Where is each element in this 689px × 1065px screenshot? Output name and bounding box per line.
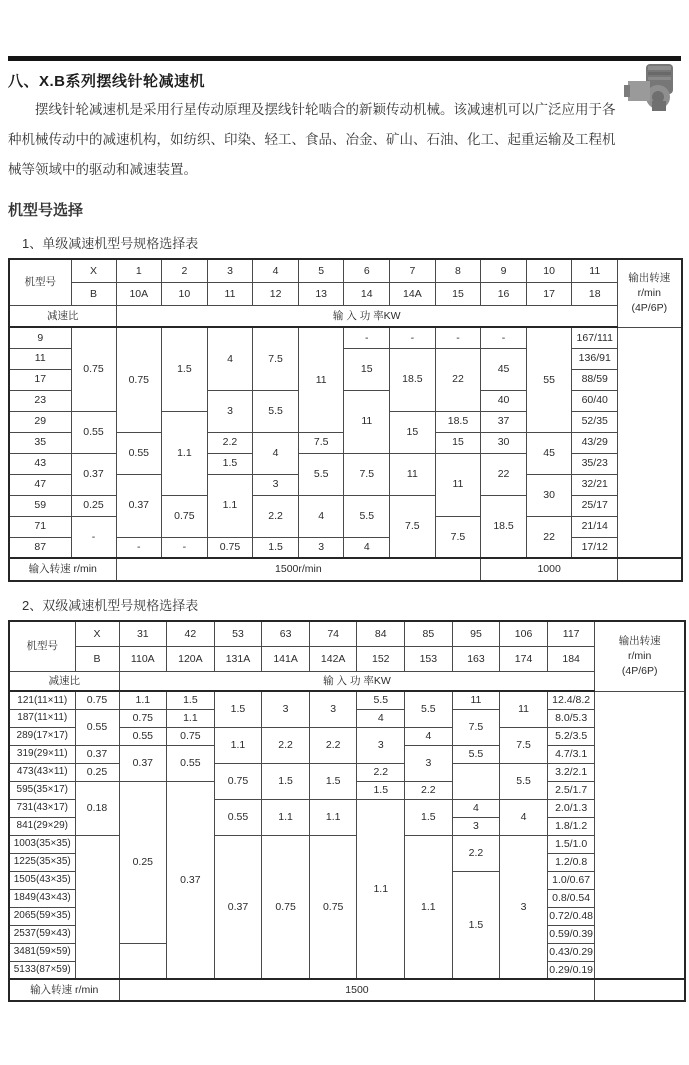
frame-x-value: 42 — [167, 621, 215, 647]
power-cell: 5.5 — [357, 691, 405, 709]
ratio-cell: 87 — [9, 537, 71, 558]
ratio-cell: 319(29×11) — [9, 745, 75, 763]
ratio-cell: 1849(43×43) — [9, 889, 75, 907]
output-speed-cell: 43/29 — [572, 432, 618, 453]
power-cell: 0.37 — [116, 474, 162, 537]
input-speed-label: 输入转速 r/min — [9, 558, 116, 581]
power-cell: 18.5 — [435, 411, 481, 432]
power-cell: 1.5 — [309, 763, 357, 799]
reducer-photo-image — [616, 61, 680, 113]
power-cell: 4 — [500, 799, 548, 835]
power-cell: 45 — [481, 348, 527, 390]
ratio-cell: 187(11×11) — [9, 709, 75, 727]
output-speed-cell: 12.4/8.2 — [547, 691, 595, 709]
output-speed-cell: 52/35 — [572, 411, 618, 432]
frame-x-value: 10 — [526, 259, 572, 283]
power-cell: 4 — [405, 727, 453, 745]
output-speed-cell: 60/40 — [572, 390, 618, 411]
power-cell: 4 — [344, 537, 390, 558]
ratio-cell: 43 — [9, 453, 71, 474]
output-speed-cell: 32/21 — [572, 474, 618, 495]
power-cell: 5.5 — [500, 763, 548, 799]
input-power-header: 输 入 功 率KW — [116, 306, 618, 328]
power-cell: 15 — [435, 432, 481, 453]
frame-x-value: 3 — [207, 259, 253, 283]
power-cell: 3 — [253, 474, 299, 495]
power-cell: 7.5 — [298, 432, 344, 453]
frame-x-value: 4 — [253, 259, 299, 283]
power-cell — [119, 943, 167, 979]
power-cell: 3 — [298, 537, 344, 558]
power-cell: 1.5 — [214, 691, 262, 727]
power-cell: 3 — [357, 727, 405, 763]
power-cell: 0.37 — [75, 745, 119, 763]
power-cell: 7.5 — [390, 495, 436, 558]
power-cell: 22 — [526, 516, 572, 558]
power-cell: - — [162, 537, 208, 558]
power-cell: - — [435, 327, 481, 348]
frame-b-value: 12 — [253, 283, 299, 306]
frame-x-value: 95 — [452, 621, 500, 647]
power-cell: 0.75 — [116, 327, 162, 432]
power-cell — [75, 835, 119, 979]
power-cell: 11 — [435, 453, 481, 516]
power-cell: 55 — [526, 327, 572, 432]
output-speed-cell: 25/17 — [572, 495, 618, 516]
output-speed-cell: 21/14 — [572, 516, 618, 537]
frame-b-value: 14 — [344, 283, 390, 306]
power-cell: 0.75 — [262, 835, 310, 979]
power-cell: 1.1 — [119, 691, 167, 709]
reducer-photo — [616, 61, 680, 113]
power-cell: 2.2 — [253, 495, 299, 537]
power-cell: 15 — [344, 348, 390, 390]
power-cell: 7.5 — [435, 516, 481, 558]
power-cell: 3 — [452, 817, 500, 835]
power-cell: 5.5 — [344, 495, 390, 537]
ratio-cell: 9 — [9, 327, 71, 348]
power-cell: 1.1 — [405, 835, 453, 979]
power-cell: 1.1 — [309, 799, 357, 835]
input-speed-value — [595, 979, 685, 1001]
output-speed-header: 输出转速 r/min (4P/6P) — [618, 259, 682, 327]
power-cell: 0.75 — [75, 691, 119, 709]
power-cell: 1.5 — [405, 799, 453, 835]
output-speed-cell: 3.2/2.1 — [547, 763, 595, 781]
power-cell: 5.5 — [452, 745, 500, 763]
frame-x-value: 63 — [262, 621, 310, 647]
ratio-cell: 289(17×17) — [9, 727, 75, 745]
ratio-cell: 5133(87×59) — [9, 961, 75, 979]
intro-line-2: 种机械传动中的减速机构，如纺织、印染、轻工、食品、冶金、矿山、石油、化工、起重运输及工程机 — [8, 132, 616, 147]
frame-b-value: 18 — [572, 283, 618, 306]
power-cell: 2.2 — [309, 727, 357, 763]
ratio-header: 减速比 — [9, 672, 119, 692]
frame-b-value: 10 — [162, 283, 208, 306]
model-no-header: 机型号 — [9, 259, 71, 306]
power-cell: 0.55 — [119, 727, 167, 745]
ratio-cell: 47 — [9, 474, 71, 495]
output-speed-cell: 17/12 — [572, 537, 618, 558]
power-cell: - — [116, 537, 162, 558]
power-cell: 1.5 — [357, 781, 405, 799]
b-row-label: B — [75, 647, 119, 672]
power-cell: 3 — [309, 691, 357, 727]
power-cell: 0.55 — [214, 799, 262, 835]
power-cell: 45 — [526, 432, 572, 474]
frame-x-value: 9 — [481, 259, 527, 283]
output-speed-cell: 0.8/0.54 — [547, 889, 595, 907]
frame-b-value: 184 — [547, 647, 595, 672]
frame-b-value: 13 — [298, 283, 344, 306]
frame-b-value: 15 — [435, 283, 481, 306]
b-row-label: B — [71, 283, 116, 306]
power-cell: 0.37 — [167, 781, 215, 979]
output-speed-cell: 0.29/0.19 — [547, 961, 595, 979]
ratio-cell: 841(29×29) — [9, 817, 75, 835]
output-speed-cell: 0.43/0.29 — [547, 943, 595, 961]
power-cell: 2.2 — [262, 727, 310, 763]
output-speed-cell: 1.2/0.8 — [547, 853, 595, 871]
power-cell: 11 — [298, 327, 344, 432]
power-cell: 0.55 — [167, 745, 215, 781]
power-cell: 4 — [207, 327, 253, 390]
ratio-cell: 2537(59×43) — [9, 925, 75, 943]
ratio-cell: 1225(35×35) — [9, 853, 75, 871]
ratio-cell: 23 — [9, 390, 71, 411]
ratio-cell: 2065(59×35) — [9, 907, 75, 925]
ratio-cell: 595(35×17) — [9, 781, 75, 799]
output-speed-cell: 2.0/1.3 — [547, 799, 595, 817]
power-cell: 0.75 — [167, 727, 215, 745]
power-cell: 40 — [481, 390, 527, 411]
input-speed-label: 输入转速 r/min — [9, 979, 119, 1001]
power-cell: 0.75 — [214, 763, 262, 799]
intro-paragraph — [8, 95, 681, 185]
power-cell: 30 — [481, 432, 527, 453]
power-cell: 1.1 — [207, 474, 253, 537]
ratio-cell: 11 — [9, 348, 71, 369]
power-cell: 1.5 — [207, 453, 253, 474]
output-speed-cell: 35/23 — [572, 453, 618, 474]
ratio-cell: 121(11×11) — [9, 691, 75, 709]
frame-x-value: 6 — [344, 259, 390, 283]
frame-x-value: 5 — [298, 259, 344, 283]
power-cell: 1.5 — [167, 691, 215, 709]
frame-b-value: 131A — [214, 647, 262, 672]
power-cell: 7.5 — [452, 709, 500, 745]
frame-b-value: 120A — [167, 647, 215, 672]
frame-x-value: 53 — [214, 621, 262, 647]
output-speed-header: 输出转速 r/min (4P/6P) — [595, 621, 685, 691]
power-cell: 0.37 — [214, 835, 262, 979]
power-cell: 2.2 — [452, 835, 500, 871]
frame-x-value: 8 — [435, 259, 481, 283]
power-cell: 0.75 — [309, 835, 357, 979]
power-cell: 0.37 — [119, 745, 167, 781]
output-speed-cell: 1.8/1.2 — [547, 817, 595, 835]
power-cell: 2.2 — [405, 781, 453, 799]
input-speed-value: 1000 — [481, 558, 618, 581]
ratio-cell: 29 — [9, 411, 71, 432]
output-speed-cell: 88/59 — [572, 369, 618, 390]
ratio-header: 减速比 — [9, 306, 116, 328]
ratio-cell: 17 — [9, 369, 71, 390]
output-speed-cell: 136/91 — [572, 348, 618, 369]
power-cell: 4 — [357, 709, 405, 727]
power-cell: 0.55 — [116, 432, 162, 474]
power-cell: 1.1 — [357, 799, 405, 979]
power-cell: 2.2 — [357, 763, 405, 781]
x-row-label: X — [71, 259, 116, 283]
single-stage-selection-table — [8, 258, 683, 582]
power-cell: 4 — [253, 432, 299, 474]
model-no-header: 机型号 — [9, 621, 75, 672]
power-cell: 0.25 — [71, 495, 116, 516]
power-cell: 4 — [452, 799, 500, 817]
ratio-cell: 71 — [9, 516, 71, 537]
power-cell: 7.5 — [344, 453, 390, 495]
frame-b-value: 163 — [452, 647, 500, 672]
frame-b-value: 16 — [481, 283, 527, 306]
power-cell: 11 — [452, 691, 500, 709]
section-divider-bar — [8, 56, 681, 61]
power-cell: 1.1 — [167, 709, 215, 727]
power-cell: 18.5 — [390, 348, 436, 411]
power-cell: 4 — [298, 495, 344, 537]
frame-x-value: 31 — [119, 621, 167, 647]
frame-b-value: 11 — [207, 283, 253, 306]
power-cell: 1.5 — [262, 763, 310, 799]
power-cell: 22 — [435, 348, 481, 411]
power-cell: 3 — [207, 390, 253, 432]
power-cell: 18.5 — [481, 495, 527, 558]
power-cell: 3 — [262, 691, 310, 727]
power-cell: 1.5 — [253, 537, 299, 558]
frame-b-value: 174 — [500, 647, 548, 672]
power-cell: 2.2 — [207, 432, 253, 453]
power-cell: 5.5 — [298, 453, 344, 495]
ratio-cell: 59 — [9, 495, 71, 516]
output-speed-cell: 167/111 — [572, 327, 618, 348]
output-speed-cell: 1.0/0.67 — [547, 871, 595, 889]
power-cell: 0.25 — [119, 781, 167, 943]
ratio-cell: 1505(43×35) — [9, 871, 75, 889]
frame-x-value: 85 — [405, 621, 453, 647]
page-title: 八、X.B系列摆线针轮减速机 — [8, 73, 206, 90]
power-cell: - — [481, 327, 527, 348]
output-speed-cell: 2.5/1.7 — [547, 781, 595, 799]
power-cell: 1.1 — [214, 727, 262, 763]
frame-x-value: 106 — [500, 621, 548, 647]
power-cell: - — [71, 516, 116, 558]
table2-caption: 2、双级减速机型号规格选择表 — [22, 598, 199, 613]
ratio-cell: 1003(35×35) — [9, 835, 75, 853]
frame-b-value: 110A — [119, 647, 167, 672]
output-speed-cell: 8.0/5.3 — [547, 709, 595, 727]
frame-x-value: 117 — [547, 621, 595, 647]
frame-x-value: 2 — [162, 259, 208, 283]
intro-line-1: 摆线针轮减速机是采用行星传动原理及摆线针轮啮合的新颖传动机械。该减速机可以广泛应用于各 — [35, 102, 616, 117]
power-cell: 11 — [390, 453, 436, 495]
power-cell: 37 — [481, 411, 527, 432]
power-cell: 5.5 — [253, 390, 299, 432]
ratio-cell: 731(43×17) — [9, 799, 75, 817]
ratio-cell: 35 — [9, 432, 71, 453]
output-speed-cell: 5.2/3.5 — [547, 727, 595, 745]
power-cell: 1.1 — [262, 799, 310, 835]
intro-line-3: 械等领域中的驱动和减速装置。 — [8, 162, 197, 177]
frame-x-value: 1 — [116, 259, 162, 283]
power-cell: - — [344, 327, 390, 348]
frame-b-value: 14A — [390, 283, 436, 306]
power-cell: 0.55 — [75, 709, 119, 745]
power-cell: 30 — [526, 474, 572, 516]
frame-x-value: 84 — [357, 621, 405, 647]
power-cell: 0.18 — [75, 781, 119, 835]
power-cell: 0.75 — [207, 537, 253, 558]
power-cell: 1.5 — [452, 871, 500, 979]
power-cell: 22 — [481, 453, 527, 495]
ratio-cell: 473(43×11) — [9, 763, 75, 781]
x-row-label: X — [75, 621, 119, 647]
output-speed-cell: 4.7/3.1 — [547, 745, 595, 763]
frame-b-value: 153 — [405, 647, 453, 672]
power-cell: - — [390, 327, 436, 348]
power-cell: 3 — [500, 835, 548, 979]
power-cell: 0.75 — [162, 495, 208, 537]
frame-x-value: 7 — [390, 259, 436, 283]
power-cell: 0.37 — [71, 453, 116, 495]
output-speed-cell: 0.72/0.48 — [547, 907, 595, 925]
input-speed-value: 1500 — [119, 979, 595, 1001]
input-speed-value — [618, 558, 682, 581]
frame-b-value: 142A — [309, 647, 357, 672]
power-cell: 3 — [405, 745, 453, 781]
frame-x-value: 74 — [309, 621, 357, 647]
power-cell: 7.5 — [500, 727, 548, 763]
selection-heading: 机型号选择 — [8, 202, 84, 219]
input-power-header: 输 入 功 率KW — [119, 672, 595, 692]
frame-b-value: 17 — [526, 283, 572, 306]
power-cell: 15 — [390, 411, 436, 453]
power-cell: 7.5 — [253, 327, 299, 390]
output-speed-cell: 1.5/1.0 — [547, 835, 595, 853]
double-stage-selection-table — [8, 620, 686, 1002]
table1-caption: 1、单级减速机型号规格选择表 — [22, 236, 199, 251]
power-cell: 0.75 — [119, 709, 167, 727]
power-cell: 0.25 — [75, 763, 119, 781]
power-cell — [452, 763, 500, 799]
input-speed-value: 1500r/min — [116, 558, 481, 581]
power-cell: 5.5 — [405, 691, 453, 727]
power-cell: 1.1 — [162, 411, 208, 495]
power-cell: 1.5 — [162, 327, 208, 411]
ratio-cell: 3481(59×59) — [9, 943, 75, 961]
power-cell: 11 — [500, 691, 548, 727]
frame-b-value: 152 — [357, 647, 405, 672]
output-speed-cell: 0.59/0.39 — [547, 925, 595, 943]
power-cell: 11 — [344, 390, 390, 453]
power-cell: 0.55 — [71, 411, 116, 453]
frame-b-value: 10A — [116, 283, 162, 306]
frame-b-value: 141A — [262, 647, 310, 672]
frame-x-value: 11 — [572, 259, 618, 283]
power-cell: 0.75 — [71, 327, 116, 411]
